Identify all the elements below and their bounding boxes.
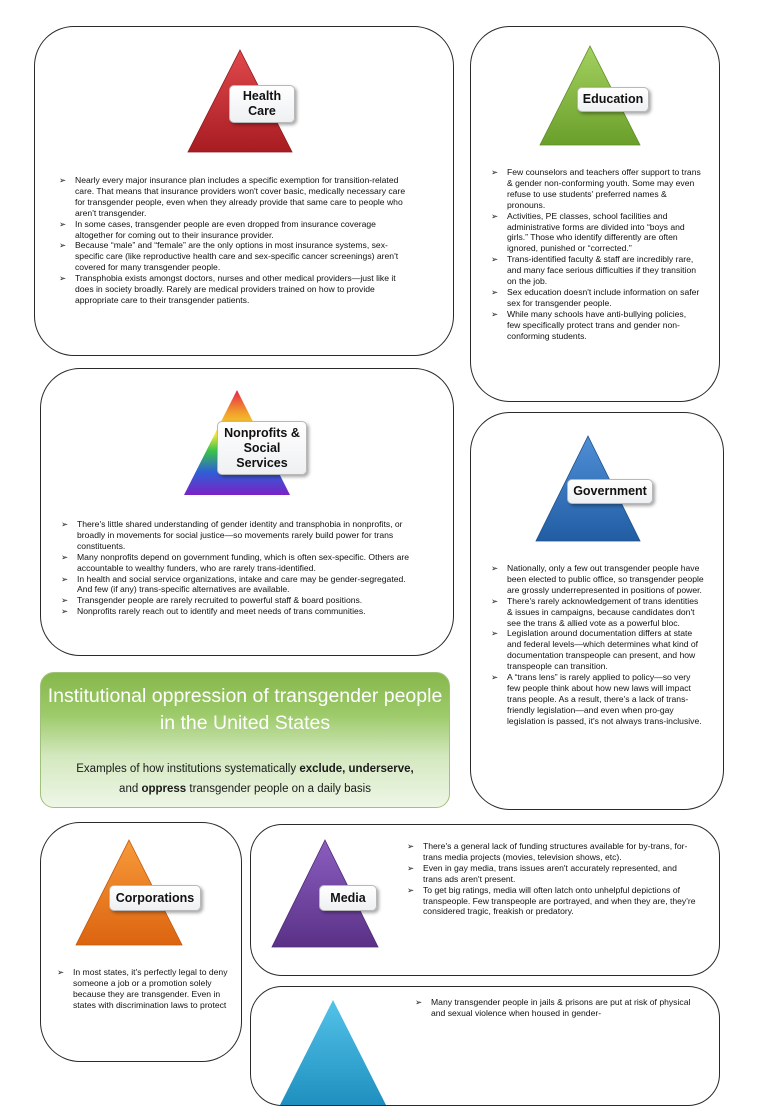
health-care-label: Health Care	[229, 85, 295, 123]
nonprofits-bullets	[61, 519, 421, 617]
list-item: ➢ Many nonprofits depend on government funding, which is often sex-specific. Others are accountable to wealthy funders, who are rarely trans-identified.	[61, 552, 421, 574]
media-label: Media	[319, 885, 377, 911]
list-item: ➢ Nonprofits rarely reach out to identify and meet needs of trans communities.	[61, 606, 421, 617]
list-item: ➢ In most states, it's perfectly legal to deny someone a job or a promotion solely because they are transgender. Even in states with discrimination laws to protect	[57, 967, 233, 1011]
health-care-panel	[34, 26, 454, 356]
list-item: ➢ Many transgender people in jails & prisons are put at risk of physical and sexual violence when housed in gender-	[415, 997, 705, 1019]
education-bullets	[491, 167, 701, 342]
page-subtitle: Examples of how institutions systematically exclude, underserve, and oppress transgender people on a daily basis	[76, 763, 414, 795]
list-item: ➢ Legislation around documentation differs at state and federal levels—which determines what kind of documentation transpeople can present, and how transpeople can transition.	[491, 628, 705, 672]
list-item: ➢ There's little shared understanding of gender identity and transphobia in nonprofits, or broadly in movements for social justice—so movements rarely build power for trans constituents.	[61, 519, 421, 552]
list-item: ➢ Transgender people are rarely recruited to powerful staff & board positions.	[61, 595, 421, 606]
title-banner	[40, 672, 450, 808]
corporations-bullets	[57, 967, 233, 1011]
list-item: ➢ Because “male” and “female” are the only options in most insurance systems, sex-specific care (like reproductive health care and sex-specific cancer screenings) aren't covered for many transgender people.	[59, 240, 411, 273]
page-title: Institutional oppression of transgender people in the United States	[47, 685, 443, 734]
prisons-triangle-icon	[277, 997, 389, 1109]
government-label: Government	[567, 479, 653, 504]
nonprofits-panel	[40, 368, 454, 656]
prisons-panel	[250, 986, 720, 1106]
education-label: Education	[577, 87, 649, 112]
list-item: ➢ There's rarely acknowledgement of trans identities & issues in campaigns, because candidates don't see the trans & allied vote as a powerful bloc.	[491, 596, 705, 629]
list-item: ➢ Sex education doesn't include information on safer sex for transgender people.	[491, 287, 701, 309]
list-item: ➢ Nationally, only a few out transgender people have been elected to public office, so transgender people are grossly underrepresented in positions of power.	[491, 563, 705, 596]
list-item: ➢ Transphobia exists amongst doctors, nurses and other medical providers—just like it does in society broadly. Rarely are medical providers trained on how to provide appropriate care to their transgender patients.	[59, 273, 411, 306]
list-item: ➢ Nearly every major insurance plan includes a specific exemption for transition-related care. That means that insurance providers won't cover basic, medically necessary care for transgender people, even when they already provide that same care to people who aren't transgender.	[59, 175, 411, 219]
list-item: ➢ In health and social service organizations, intake and care may be gender-segregated. And few (if any) trans-specific alternatives are available.	[61, 574, 421, 596]
list-item: ➢ Even in gay media, trans issues aren't accurately represented, and trans ads aren't present.	[407, 863, 697, 885]
list-item: ➢ While many schools have anti-bullying policies, few specifically protect trans and gender non-conforming students.	[491, 309, 701, 342]
corporations-label: Corporations	[109, 885, 201, 911]
government-panel	[470, 412, 724, 810]
prisons-bullets	[415, 997, 705, 1019]
list-item: ➢ Few counselors and teachers offer support to trans & gender non-conforming youth. Some may even refuse to use students' preferred names & pronouns.	[491, 167, 701, 211]
list-item: ➢ A “trans lens” is rarely applied to policy—so very few people think about how new laws will impact trans people. As a result, there's a lack of trans-friendly legislation—and even when pro-gay legislation is passed, it's not always trans-inclusive.	[491, 672, 705, 727]
corporations-panel	[40, 822, 242, 1062]
list-item: ➢ Trans-identified faculty & staff are incredibly rare, and many face serious difficulties if they transition on the job.	[491, 254, 701, 287]
media-panel	[250, 824, 720, 976]
list-item: ➢ There's a general lack of funding structures available for by-trans, for-trans media projects (movies, television shows, etc).	[407, 841, 697, 863]
list-item: ➢ Activities, PE classes, school facilities and administrative forms are divided into “boys and girls.” Those who identify differently are often ignored, punished or “corrected.”	[491, 211, 701, 255]
government-bullets	[491, 563, 705, 727]
list-item: ➢ To get big ratings, media will often latch onto unhelpful depictions of transpeople. Few transpeople are portrayed, and when they are, they're considered tragic, freakish or predatory.	[407, 885, 697, 918]
media-bullets	[407, 841, 697, 917]
nonprofits-label: Nonprofits & Social Services	[217, 421, 307, 475]
list-item: ➢ In some cases, transgender people are even dropped from insurance coverage altogether for coming out to their insurance provider.	[59, 219, 411, 241]
health-care-bullets	[59, 175, 411, 306]
education-panel	[470, 26, 720, 402]
